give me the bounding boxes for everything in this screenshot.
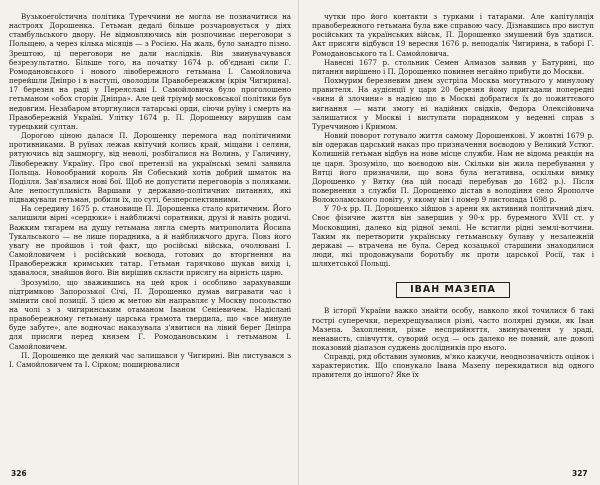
paragraph: Зрозуміло, що зважившись на цей крок і особливо зарахувавши підтримкою Запорозької Січі, П. Дорошенко думав вигравати час і змінити свої позиції. З цією ж метою він направляє у Москву посольство на чолі з з чигиринським отаманом Іваном Сеніевичем. Надіслані правобережному гетьману царська грамота твердила, що «все минуле буде забуте», але водночас наказувала з'явитися на лівий берег Дніпра для присяги перед князем Г. Ромодановським і гетьманом І. Самойловичем.	[9, 277, 291, 351]
paragraph: П. Дорошенко ще деякий час залишався у Чигирині. Він листувався з І. Самойловичем та І. Сірком; поширювалися	[9, 350, 291, 369]
page-number-right: 327	[572, 469, 588, 478]
paragraph: На середину 1675 р. становище П. Дорошенка стало критичним. Його залишили вірні «сердюки» і найближчі соратники, друзі й навіть родичі. Важким тягарем на душу гетьмана лягла смерть митрополита Йосипа Тукальського — не лише порадника, а й найближчого друга. Повз його увагу не пройшов і той факт, що російські війська, очолювані І. Самойловичем і російський воєвода, готових до вторгнення на Правобережжя кримських татар. Гетьман гарячково шукав вихід і, здавалося, знайшов його. Він вирішив скласти присягу на вірність царю.	[9, 204, 291, 278]
paragraph: У 70-х рр. П. Дорошенко зійшов з арени як активний політичний діяч. Своє фізичне життя він завершив у 90-х рр. буремного XVII ст. у Московщині, далеко від рідної землі. Не встигли рідні землі-вотчини. Таким як перетворити українську гетьманську булаву у незалежній державі — втрачена не була. Серед козацької старшини знаходилися люди, які продовжували боротьбу як проти царської Росії, так і шляхетської Польщі.	[312, 204, 594, 269]
paragraph: чутки про його контакти з турками і татарами. Але капітуляція правобережного гетьмана була вже справою часу. Дізнавшись про виступ російських та українських військ, П. Дорошенко змушений був здатися. Акт присяги відбувся 19 вересня 1676 р. неподалік Чигирина, в таборі Г. Ромодановського та І. Самойловича.	[312, 12, 594, 58]
paragraph: Похмурим березневим днем зустріла Москва могутнього у минулому правителя. На аудієнції у царя 20 березня йому пригадали попередні «вини й злочини» в надією що в Москві добратися їх до пожиттєвого вигнання — мати змогу ні надійних свідків, Федора Олексійовича залишатися у Москві і виступати порадником у веденні справ з Туреччиною і Кримом.	[312, 76, 594, 131]
page-number-left: 326	[11, 469, 27, 478]
right-page-text	[312, 12, 594, 380]
paragraph: Навесні 1677 р. стольник Семен Алмазов заявив у Батурині, що питання вирішено і П. Дорошенко повинен негайно прибути до Москви.	[312, 57, 594, 76]
section-heading: ІВАН МАЗЕПА	[396, 282, 510, 298]
paragraph: В історії України важко знайти особу, навколо якої точилися б такі гострі суперечки, перехрещувалися різні, часто полярні думки, як Іван Мазепа. Захоплення, різке несприйняття, звинувачення у зраді, ненависть, співчуття, суворий осуд — ось далеко не повний, але доволі показовий діапазон суджень дослідників про нього.	[312, 306, 594, 352]
page-gutter	[298, 0, 299, 485]
paragraph: Справді, ряд обставин зумовив, м'яко кажучи, неоднозначність оцінок і характеристик. Що спонукало Івана Мазепу перекидатися від одного правителя до іншого? Яке їх	[312, 352, 594, 380]
paragraph: Дорогою ціною далася П. Дорошенку перемога над політичними противниками. В руїнах лежав квітучий колись край, міщани і селяни, рятуючись від зашморгу, від неволі, розбігалися на Волинь, у Галичину, Лівобережну Україну. Про свої претензії на українські землі заявила Польща. Новообраний король Ян Собеський хотів добрий шматок на Поділля. Зав'язалися нові бої. Щоб не допустити переговорів з поляками. Але непоступливість Варшави у державно-політичних питаннях, які підважували гетьман, робили їх, по суті, безперспективними.	[9, 131, 291, 205]
paragraph: Вузькоегоїстична політика Туреччини не могла не позначитися на настроях Дорошенка. Гетьман дедалі більше розчаровується у діях стамбульського двору. Не відмовляючись він розпочинає переговори з Польщею, а через кілька місяців — з Росією. На жаль, було занадто пізно. Зрештою, ці переговори не дали наслідків. Він звинувачувався безрезультатно. Більше того, на початку 1674 р. об'єднані сили Г. Ромодановського і нового лівобережного гетьмана І. Самойловича перейшли Дніпро і в наступі, оволоділи Правобережжям (крім Чигирина). 17 березня на раді у Переяславі І. Самойловича було проголошено гетьманом «обох сторін Дніпра». Але цей тріумф московської політики був недовгим. Незабаром вторгнулися татарські орди, сіючи руїну і смерть на Правобережній Україні. Улітку 1674 р. П. Дорошенку вирушив сам турецький султан.	[9, 12, 291, 131]
left-page-text	[9, 12, 291, 369]
paragraph: Новий поворот готувало життя самому Дорошенкові. У жовтні 1679 р. він одержав царський наказ про призначення воєводою у Великий Устюг. Колишній гетьман відбув на нове місце служби. Нам не відома реакція на це царя. Зрозуміло, що воєводою він. Скільки він жила перебування у Вятці його призначили, що вона була негативна, оскільки вимку Дорошенко у Вятку (на цій посаді перебував до 1682 р.). Після повернення з служби П. Дорошенко дістав в володіння село Ярополче Волоколамського повіту, у якому він і помер 9 листопада 1698 р.	[312, 131, 594, 205]
